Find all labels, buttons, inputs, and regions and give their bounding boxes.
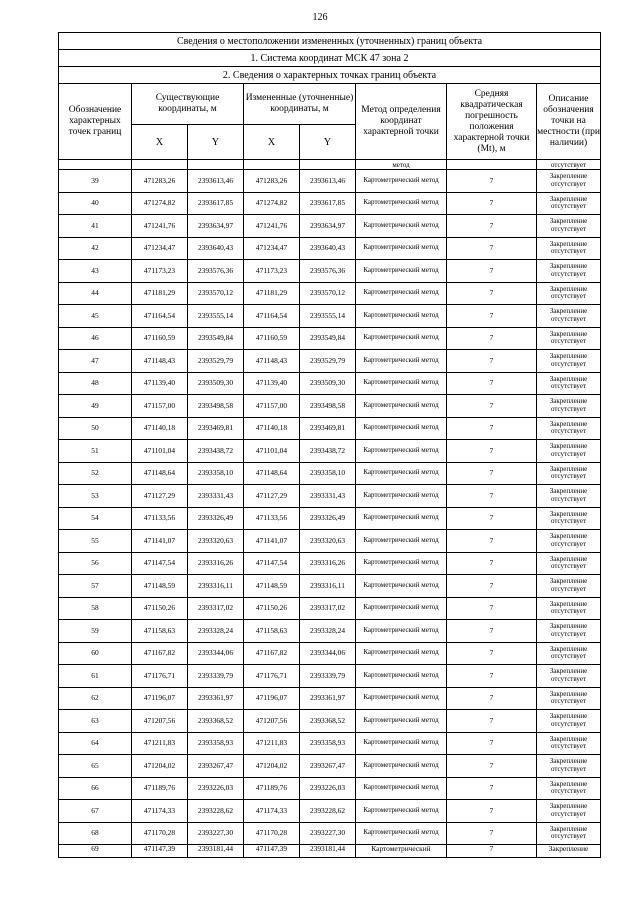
cell-existing-x: 471174,33	[132, 800, 188, 823]
cell-point-number: 66	[59, 777, 132, 800]
cell-existing-x: 471147,39	[132, 845, 188, 858]
cell-accuracy: 7	[447, 485, 537, 508]
cell-point-number: 53	[59, 485, 132, 508]
cell-existing-x: 471141,07	[132, 530, 188, 553]
cell-accuracy: 7	[447, 237, 537, 260]
cell-point-number: 68	[59, 822, 132, 845]
cell-changed-y: 2393331,43	[300, 485, 356, 508]
cell-existing-x: 471176,71	[132, 665, 188, 688]
header-existing-coords: Существующие координаты, м	[132, 84, 244, 125]
cell-accuracy: 7	[447, 755, 537, 778]
cell-method: Картометрический	[356, 845, 447, 858]
cell-accuracy: 7	[447, 777, 537, 800]
cell-changed-y: 2393549,84	[300, 327, 356, 350]
cell-existing-y: 2393576,36	[188, 260, 244, 283]
cell-point-number: 47	[59, 350, 132, 373]
section-title: 2. Сведения о характерных точках границ объекта	[59, 67, 601, 84]
cell-accuracy: 7	[447, 732, 537, 755]
cell-point-number: 64	[59, 732, 132, 755]
cell-point-number: 56	[59, 552, 132, 575]
cell-changed-x: 471148,43	[244, 350, 300, 373]
cell-point-number: 51	[59, 440, 132, 463]
cell-point-number: 67	[59, 800, 132, 823]
cell-changed-x: 471141,07	[244, 530, 300, 553]
cell-changed-x: 471170,28	[244, 822, 300, 845]
cell-changed-y: 2393529,79	[300, 350, 356, 373]
cell-existing-x: 471173,23	[132, 260, 188, 283]
cell-changed-x: 471160,59	[244, 327, 300, 350]
cell-point-number: 48	[59, 372, 132, 395]
cell-changed-x: 471164,54	[244, 305, 300, 328]
cell-accuracy: 7	[447, 282, 537, 305]
cell-method: Картометрический метод	[356, 305, 447, 328]
header-x-existing: X	[132, 125, 188, 160]
cell-accuracy: 7	[447, 642, 537, 665]
table-row	[59, 237, 601, 260]
cell-point-number: 54	[59, 507, 132, 530]
continuation-description: отсутствует	[537, 160, 601, 170]
header-x-changed: X	[244, 125, 300, 160]
cell-point-number: 46	[59, 327, 132, 350]
cell-method: Картометрический метод	[356, 327, 447, 350]
cell-existing-x: 471140,18	[132, 417, 188, 440]
cell-changed-y: 2393267,47	[300, 755, 356, 778]
cell-changed-y: 2393613,46	[300, 170, 356, 193]
cell-changed-x: 471283,26	[244, 170, 300, 193]
cell-method: Картометрический метод	[356, 777, 447, 800]
cell-accuracy: 7	[447, 395, 537, 418]
cell-existing-x: 471181,29	[132, 282, 188, 305]
cell-method: Картометрический метод	[356, 192, 447, 215]
cell-existing-y: 2393267,47	[188, 755, 244, 778]
cell-existing-y: 2393634,97	[188, 215, 244, 238]
cell-existing-x: 471150,26	[132, 597, 188, 620]
cell-changed-x: 471139,40	[244, 372, 300, 395]
cell-changed-x: 471196,07	[244, 687, 300, 710]
cell-point-number: 55	[59, 530, 132, 553]
cell-description: Закрепление отсутствует	[537, 237, 601, 260]
cell-point-number: 39	[59, 170, 132, 193]
cell-changed-y: 2393498,58	[300, 395, 356, 418]
cell-changed-y: 2393344,06	[300, 642, 356, 665]
cell-accuracy: 7	[447, 372, 537, 395]
cell-existing-x: 471241,76	[132, 215, 188, 238]
cell-existing-x: 471148,59	[132, 575, 188, 598]
table-row	[59, 215, 601, 238]
cell-accuracy: 7	[447, 507, 537, 530]
cell-changed-y: 2393226,03	[300, 777, 356, 800]
table-row	[59, 395, 601, 418]
cell-method: Картометрический метод	[356, 687, 447, 710]
table-row	[59, 372, 601, 395]
cell-changed-y: 2393469,81	[300, 417, 356, 440]
cell-method: Картометрический метод	[356, 575, 447, 598]
cell-description: Закрепление отсутствует	[537, 620, 601, 643]
cell-changed-x: 471176,71	[244, 665, 300, 688]
cell-changed-y: 2393570,12	[300, 282, 356, 305]
cell-description: Закрепление отсутствует	[537, 597, 601, 620]
table-row	[59, 732, 601, 755]
cell-existing-y: 2393640,43	[188, 237, 244, 260]
cell-accuracy: 7	[447, 710, 537, 733]
cell-description: Закрепление отсутствует	[537, 732, 601, 755]
cell-method: Картометрический метод	[356, 260, 447, 283]
cell-changed-y: 2393438,72	[300, 440, 356, 463]
cell-existing-y: 2393613,46	[188, 170, 244, 193]
cell-changed-y: 2393320,63	[300, 530, 356, 553]
cell-method: Картометрический метод	[356, 800, 447, 823]
cell-description: Закрепление отсутствует	[537, 507, 601, 530]
cell-existing-y: 2393320,63	[188, 530, 244, 553]
cell-changed-y: 2393316,26	[300, 552, 356, 575]
cell-method: Картометрический метод	[356, 372, 447, 395]
cell-existing-x: 471127,29	[132, 485, 188, 508]
table-row	[59, 710, 601, 733]
cell-description: Закрепление отсутствует	[537, 642, 601, 665]
table-row	[59, 192, 601, 215]
cell-changed-y: 2393617,85	[300, 192, 356, 215]
cell-accuracy: 7	[447, 687, 537, 710]
table-row	[59, 800, 601, 823]
cell-changed-x: 471211,83	[244, 732, 300, 755]
cell-description: Закрепление отсутствует	[537, 665, 601, 688]
cell-method: Картометрический метод	[356, 530, 447, 553]
cell-existing-y: 2393549,84	[188, 327, 244, 350]
cell-method: Картометрический метод	[356, 170, 447, 193]
cell-accuracy: 7	[447, 170, 537, 193]
header-y-existing: Y	[188, 125, 244, 160]
cell-changed-y: 2393634,97	[300, 215, 356, 238]
cell-description: Закрепление отсутствует	[537, 777, 601, 800]
cell-method: Картометрический метод	[356, 215, 447, 238]
cell-method: Картометрический метод	[356, 642, 447, 665]
cell-description: Закрепление отсутствует	[537, 305, 601, 328]
cell-changed-x: 471234,47	[244, 237, 300, 260]
cell-method: Картометрический метод	[356, 485, 447, 508]
cell-changed-y: 2393181,44	[300, 845, 356, 858]
cell-changed-x: 471157,00	[244, 395, 300, 418]
cell-changed-x: 471147,39	[244, 845, 300, 858]
cell-changed-y: 2393326,49	[300, 507, 356, 530]
cell-existing-y: 2393529,79	[188, 350, 244, 373]
cell-changed-x: 471140,18	[244, 417, 300, 440]
cell-existing-y: 2393227,30	[188, 822, 244, 845]
cell-accuracy: 7	[447, 215, 537, 238]
cell-description: Закрепление отсутствует	[537, 710, 601, 733]
cell-accuracy: 7	[447, 845, 537, 858]
table-row	[59, 665, 601, 688]
cell-point-number: 59	[59, 620, 132, 643]
cell-accuracy: 7	[447, 575, 537, 598]
table-row	[59, 552, 601, 575]
table-row	[59, 462, 601, 485]
cell-changed-y: 2393227,30	[300, 822, 356, 845]
cell-existing-y: 2393617,85	[188, 192, 244, 215]
cell-changed-y: 2393640,43	[300, 237, 356, 260]
cell-existing-x: 471167,82	[132, 642, 188, 665]
cell-description: Закрепление отсутствует	[537, 462, 601, 485]
cell-point-number: 65	[59, 755, 132, 778]
cell-changed-x: 471181,29	[244, 282, 300, 305]
cell-accuracy: 7	[447, 192, 537, 215]
cell-changed-y: 2393555,14	[300, 305, 356, 328]
cell-existing-y: 2393326,49	[188, 507, 244, 530]
cell-existing-y: 2393555,14	[188, 305, 244, 328]
cell-description: Закрепление отсутствует	[537, 822, 601, 845]
cell-point-number: 43	[59, 260, 132, 283]
coordinate-system-title: 1. Система координат МСК 47 зона 2	[59, 50, 601, 67]
cell-accuracy: 7	[447, 462, 537, 485]
cell-method: Картометрический метод	[356, 440, 447, 463]
table-row	[59, 170, 601, 193]
table-row	[59, 530, 601, 553]
cell-method: Картометрический метод	[356, 237, 447, 260]
cell-changed-x: 471158,63	[244, 620, 300, 643]
cell-accuracy: 7	[447, 597, 537, 620]
cell-changed-x: 471274,82	[244, 192, 300, 215]
cell-changed-y: 2393316,11	[300, 575, 356, 598]
table-row	[59, 642, 601, 665]
cell-changed-y: 2393509,30	[300, 372, 356, 395]
cell-method: Картометрический метод	[356, 665, 447, 688]
cell-changed-y: 2393358,10	[300, 462, 356, 485]
header-point-designation: Обозначение характерных точек границ	[59, 84, 132, 160]
cell-existing-y: 2393316,26	[188, 552, 244, 575]
cell-changed-x: 471148,59	[244, 575, 300, 598]
cell-changed-y: 2393368,52	[300, 710, 356, 733]
cell-existing-y: 2393228,62	[188, 800, 244, 823]
header-method: Метод определения координат характерной точки	[356, 84, 447, 160]
table-row	[59, 620, 601, 643]
cell-method: Картометрический метод	[356, 282, 447, 305]
cell-description: Закрепление	[537, 845, 601, 858]
cell-accuracy: 7	[447, 417, 537, 440]
cell-existing-x: 471196,07	[132, 687, 188, 710]
cell-changed-x: 471150,26	[244, 597, 300, 620]
cell-changed-x: 471147,54	[244, 552, 300, 575]
cell-accuracy: 7	[447, 305, 537, 328]
cell-existing-x: 471133,56	[132, 507, 188, 530]
cell-existing-x: 471139,40	[132, 372, 188, 395]
cell-changed-y: 2393361,97	[300, 687, 356, 710]
cell-existing-y: 2393181,44	[188, 845, 244, 858]
cell-point-number: 69	[59, 845, 132, 858]
cell-point-number: 63	[59, 710, 132, 733]
cell-point-number: 40	[59, 192, 132, 215]
table-row	[59, 327, 601, 350]
cell-existing-x: 471164,54	[132, 305, 188, 328]
cell-changed-x: 471174,33	[244, 800, 300, 823]
cell-changed-x: 471207,56	[244, 710, 300, 733]
cell-existing-x: 471207,56	[132, 710, 188, 733]
cell-description: Закрепление отсутствует	[537, 260, 601, 283]
cell-point-number: 61	[59, 665, 132, 688]
cell-changed-x: 471127,29	[244, 485, 300, 508]
cell-changed-x: 471101,04	[244, 440, 300, 463]
cell-description: Закрепление отсутствует	[537, 350, 601, 373]
header-description: Описание обозначения точки на местности (при наличии)	[537, 84, 601, 160]
page-number: 126	[312, 12, 328, 23]
cell-changed-y: 2393228,62	[300, 800, 356, 823]
cell-accuracy: 7	[447, 665, 537, 688]
cell-existing-x: 471189,76	[132, 777, 188, 800]
cell-point-number: 50	[59, 417, 132, 440]
cell-method: Картометрический метод	[356, 620, 447, 643]
cell-existing-y: 2393469,81	[188, 417, 244, 440]
cell-existing-x: 471147,54	[132, 552, 188, 575]
cell-method: Картометрический метод	[356, 755, 447, 778]
table-row	[59, 350, 601, 373]
cell-changed-x: 471148,64	[244, 462, 300, 485]
cell-description: Закрепление отсутствует	[537, 530, 601, 553]
cell-method: Картометрический метод	[356, 395, 447, 418]
cell-existing-x: 471148,64	[132, 462, 188, 485]
cell-changed-x: 471167,82	[244, 642, 300, 665]
cell-description: Закрепление отсутствует	[537, 282, 601, 305]
cell-description: Закрепление отсутствует	[537, 417, 601, 440]
cell-changed-y: 2393328,24	[300, 620, 356, 643]
table-row	[59, 575, 601, 598]
cell-accuracy: 7	[447, 822, 537, 845]
cell-method: Картометрический метод	[356, 507, 447, 530]
cell-description: Закрепление отсутствует	[537, 755, 601, 778]
cell-description: Закрепление отсутствует	[537, 170, 601, 193]
cell-existing-x: 471101,04	[132, 440, 188, 463]
cell-existing-x: 471274,82	[132, 192, 188, 215]
cell-point-number: 52	[59, 462, 132, 485]
cell-changed-y: 2393576,36	[300, 260, 356, 283]
table-row	[59, 260, 601, 283]
cell-changed-x: 471133,56	[244, 507, 300, 530]
cell-existing-x: 471211,83	[132, 732, 188, 755]
cell-existing-y: 2393570,12	[188, 282, 244, 305]
cell-accuracy: 7	[447, 350, 537, 373]
table-row	[59, 440, 601, 463]
cell-method: Картометрический метод	[356, 462, 447, 485]
table-row	[59, 755, 601, 778]
cell-changed-y: 2393317,02	[300, 597, 356, 620]
cell-existing-y: 2393358,10	[188, 462, 244, 485]
cell-existing-x: 471283,26	[132, 170, 188, 193]
cell-method: Картометрический метод	[356, 597, 447, 620]
cell-accuracy: 7	[447, 327, 537, 350]
cell-accuracy: 7	[447, 552, 537, 575]
cell-existing-y: 2393331,43	[188, 485, 244, 508]
cell-point-number: 44	[59, 282, 132, 305]
table-row	[59, 417, 601, 440]
cell-changed-x: 471204,02	[244, 755, 300, 778]
cell-existing-y: 2393509,30	[188, 372, 244, 395]
cell-accuracy: 7	[447, 260, 537, 283]
cell-point-number: 42	[59, 237, 132, 260]
table-row	[59, 822, 601, 845]
cell-existing-x: 471204,02	[132, 755, 188, 778]
cell-changed-y: 2393339,79	[300, 665, 356, 688]
table-body	[59, 170, 601, 858]
cell-existing-y: 2393317,02	[188, 597, 244, 620]
header-y-changed: Y	[300, 125, 356, 160]
cell-existing-y: 2393498,58	[188, 395, 244, 418]
cell-changed-x: 471241,76	[244, 215, 300, 238]
cell-accuracy: 7	[447, 620, 537, 643]
cell-existing-y: 2393339,79	[188, 665, 244, 688]
cell-method: Картометрический метод	[356, 822, 447, 845]
cell-accuracy: 7	[447, 530, 537, 553]
cell-point-number: 49	[59, 395, 132, 418]
cell-existing-y: 2393438,72	[188, 440, 244, 463]
cell-description: Закрепление отсутствует	[537, 372, 601, 395]
cell-existing-y: 2393361,97	[188, 687, 244, 710]
cell-method: Картометрический метод	[356, 732, 447, 755]
cell-existing-x: 471160,59	[132, 327, 188, 350]
table-row	[59, 507, 601, 530]
cell-description: Закрепление отсутствует	[537, 800, 601, 823]
header-changed-coords: Измененные (уточненные) координаты, м	[244, 84, 356, 125]
cell-point-number: 60	[59, 642, 132, 665]
cell-point-number: 62	[59, 687, 132, 710]
cell-description: Закрепление отсутствует	[537, 552, 601, 575]
cell-description: Закрепление отсутствует	[537, 327, 601, 350]
cell-method: Картометрический метод	[356, 417, 447, 440]
cell-accuracy: 7	[447, 800, 537, 823]
cell-accuracy: 7	[447, 440, 537, 463]
cell-method: Картометрический метод	[356, 710, 447, 733]
table-title: Сведения о местоположении измененных (уточненных) границ объекта	[59, 33, 601, 50]
cell-description: Закрепление отсутствует	[537, 395, 601, 418]
cell-point-number: 57	[59, 575, 132, 598]
table-row	[59, 777, 601, 800]
cell-existing-x: 471234,47	[132, 237, 188, 260]
cell-method: Картометрический метод	[356, 350, 447, 373]
cell-description: Закрепление отсутствует	[537, 192, 601, 215]
cell-existing-y: 2393226,03	[188, 777, 244, 800]
cell-point-number: 41	[59, 215, 132, 238]
cell-description: Закрепление отсутствует	[537, 687, 601, 710]
cell-point-number: 45	[59, 305, 132, 328]
cell-changed-x: 471189,76	[244, 777, 300, 800]
boundary-points-table	[58, 32, 601, 858]
header-accuracy: Средняя квадратическая погрешность положения характерной точки (Mt), м	[447, 84, 537, 160]
cell-description: Закрепление отсутствует	[537, 440, 601, 463]
cell-existing-y: 2393316,11	[188, 575, 244, 598]
continuation-row	[59, 160, 601, 170]
table-row	[59, 282, 601, 305]
cell-description: Закрепление отсутствует	[537, 575, 601, 598]
cell-changed-x: 471173,23	[244, 260, 300, 283]
cell-changed-y: 2393358,93	[300, 732, 356, 755]
cell-existing-y: 2393344,06	[188, 642, 244, 665]
cell-existing-x: 471158,63	[132, 620, 188, 643]
cell-existing-x: 471157,00	[132, 395, 188, 418]
cell-existing-x: 471148,43	[132, 350, 188, 373]
cell-method: Картометрический метод	[356, 552, 447, 575]
table-row	[59, 485, 601, 508]
cell-existing-y: 2393358,93	[188, 732, 244, 755]
table-row	[59, 305, 601, 328]
continuation-method: метод	[356, 160, 447, 170]
table-row	[59, 845, 601, 858]
table-row	[59, 597, 601, 620]
cell-existing-x: 471170,28	[132, 822, 188, 845]
cell-point-number: 58	[59, 597, 132, 620]
cell-description: Закрепление отсутствует	[537, 215, 601, 238]
cell-existing-y: 2393368,52	[188, 710, 244, 733]
table-row	[59, 687, 601, 710]
cell-description: Закрепление отсутствует	[537, 485, 601, 508]
cell-existing-y: 2393328,24	[188, 620, 244, 643]
